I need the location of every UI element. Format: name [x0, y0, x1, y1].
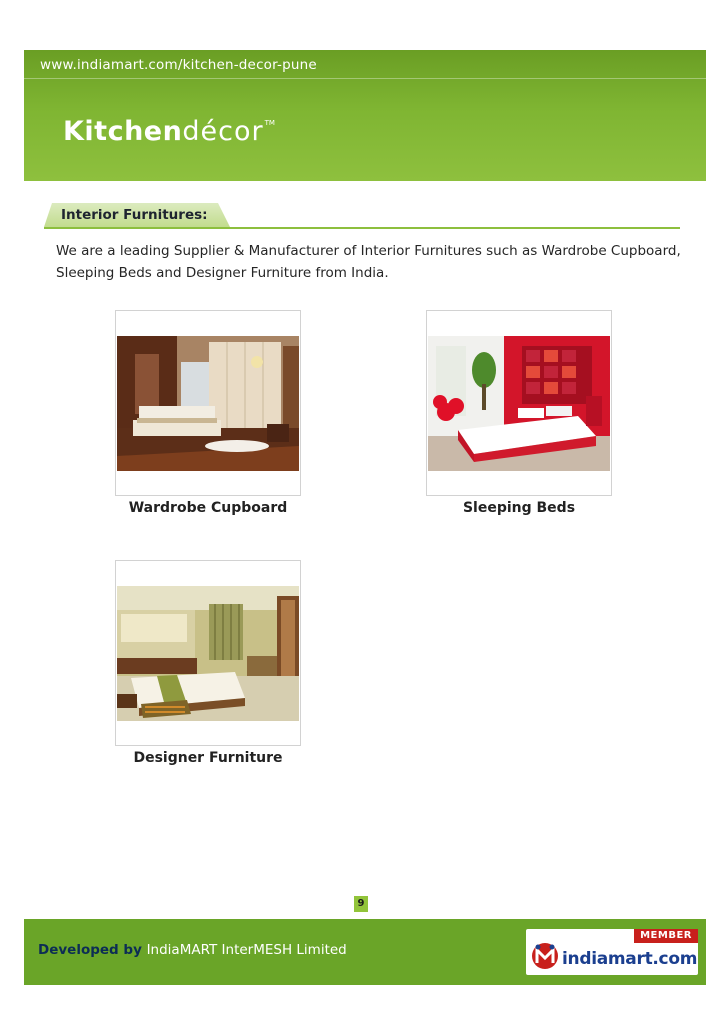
logo-trademark: TM [264, 119, 275, 127]
page-number: 9 [354, 896, 368, 912]
logo-word-kitchen: Kitchen [63, 116, 183, 147]
logo-word-decor: décor [182, 116, 264, 147]
product-caption[interactable]: Wardrobe Cupboard [128, 500, 288, 516]
footer-developed-by: Developed by [38, 942, 142, 958]
header-url[interactable]: www.indiamart.com/kitchen-decor-pune [40, 57, 317, 73]
sleeping-beds-photo[interactable] [428, 336, 610, 471]
product-card-designer-furniture[interactable] [115, 560, 301, 766]
product-image-frame [115, 310, 301, 496]
indiamart-logo-icon [530, 941, 560, 975]
brochure-page [24, 50, 706, 985]
product-card-sleeping-beds[interactable] [426, 310, 612, 516]
section-intro-text: We are a leading Supplier & Manufacturer of Interior Furnitures such as Wardrobe Cupboard, Sleeping Beds and Designer Furniture from India. [56, 243, 681, 281]
section-title: Interior Furnitures: [61, 207, 208, 223]
wardrobe-cupboard-photo[interactable] [117, 336, 299, 471]
page-header [24, 50, 706, 181]
product-caption[interactable]: Designer Furniture [133, 750, 283, 766]
section-underline [44, 227, 680, 229]
member-label: MEMBER [634, 929, 698, 943]
page-footer [24, 919, 706, 985]
indiamart-member-badge[interactable] [526, 929, 698, 975]
product-image-frame [115, 560, 301, 746]
header-divider [24, 78, 706, 79]
indiamart-brand-text: indiamart.com [562, 949, 698, 969]
designer-furniture-photo[interactable] [117, 586, 299, 721]
product-image-frame [426, 310, 612, 496]
footer-credit [38, 942, 347, 958]
kitchen-decor-logo [63, 116, 275, 147]
footer-company-link[interactable]: IndiaMART InterMESH Limited [146, 942, 347, 958]
product-caption[interactable]: Sleeping Beds [462, 500, 576, 516]
product-card-wardrobe-cupboard[interactable] [115, 310, 301, 516]
